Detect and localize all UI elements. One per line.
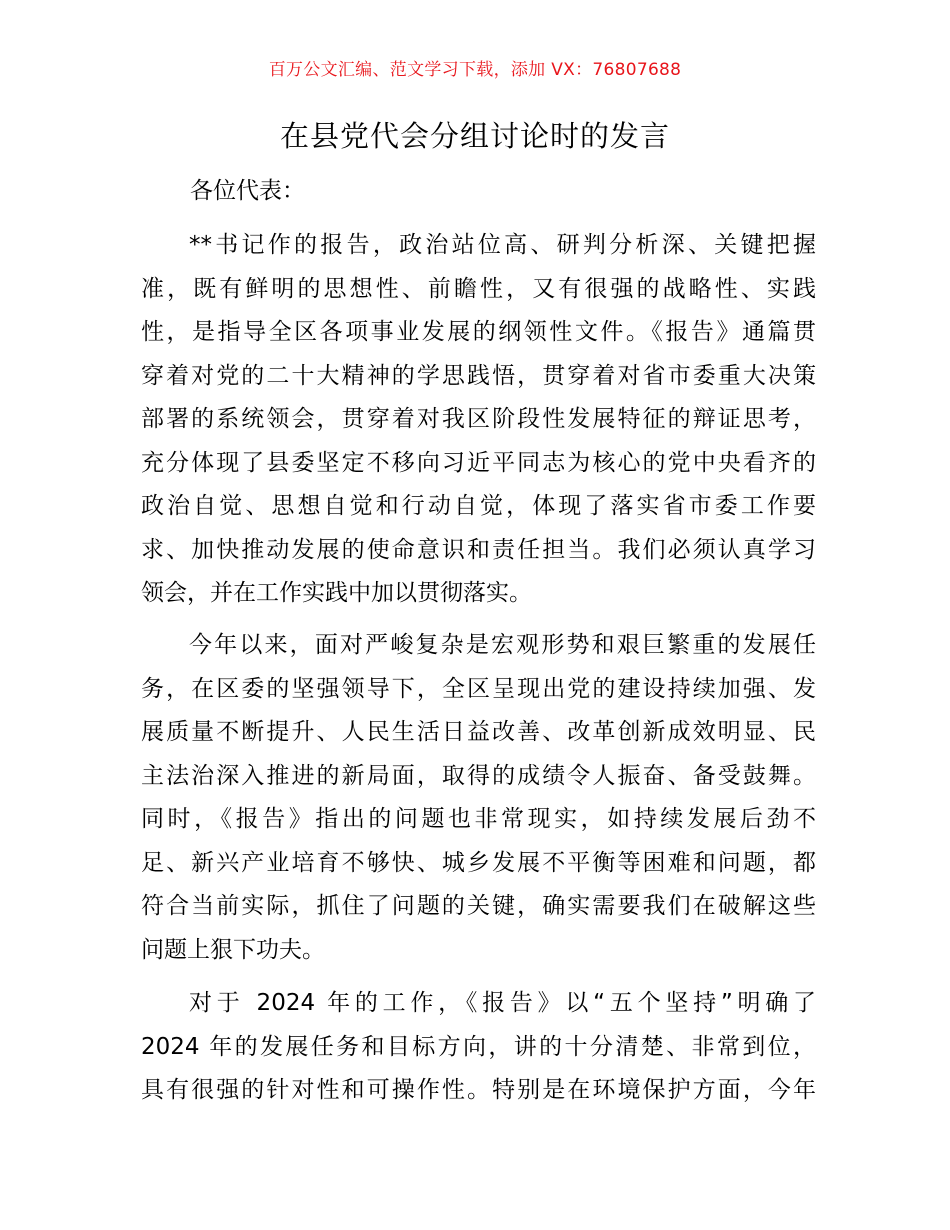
salutation: 各位代表：	[190, 178, 305, 204]
paragraph-line: 2024 年的发展任务和目标方向，讲的十分清楚、非常到位，	[141, 1033, 816, 1060]
paragraph-1	[141, 224, 816, 616]
paragraph-line: 充分体现了县委坚定不移向习近平同志为核心的党中央看齐的	[141, 449, 816, 476]
paragraph-3	[141, 982, 816, 1113]
document-title: 在县党代会分组讨论时的发言	[279, 119, 670, 153]
paragraph-line: 同时，《报告》指出的问题也非常现实，如持续发展后劲不	[141, 806, 816, 832]
paragraph-line: 部署的系统领会，贯穿着对我区阶段性发展特征的辩证思考，	[141, 406, 816, 432]
paragraph-line: 展质量不断提升、人民生活日益改善、改革创新成效明显、民	[141, 719, 816, 745]
paragraph-line: 性，是指导全区各项事业发展的纲领性文件。《报告》通篇贯	[141, 319, 816, 345]
paragraph-line: 政治自觉、思想自觉和行动自觉，体现了落实省市委工作要	[141, 493, 816, 519]
paragraph-line: 足、新兴产业培育不够快、城乡发展不平衡等困难和问题，都	[141, 849, 816, 876]
paragraph-line: 求、加快推动发展的使命意识和责任担当。我们必须认真学习	[141, 536, 816, 563]
paragraph-line: 对于 2024 年的工作，《报告》以“五个坚持”明确了	[189, 990, 816, 1016]
paragraph-line: 领会，并在工作实践中加以贯彻落实。	[141, 580, 532, 606]
header-watermark-note: 百万公文汇编、范文学习下载，添加 VX：76807688	[268, 60, 682, 80]
paragraph-line: **书记作的报告，政治站位高、研判分析深、关键把握	[189, 232, 816, 258]
paragraph-line: 主法治深入推进的新局面，取得的成绩令人振奋、备受鼓舞。	[141, 762, 816, 789]
paragraph-line: 穿着对党的二十大精神的学思践悟，贯穿着对省市委重大决策	[141, 362, 816, 389]
paragraph-line: 今年以来，面对严峻复杂是宏观形势和艰巨繁重的发展任	[189, 632, 816, 658]
paragraph-line: 具有很强的针对性和可操作性。特别是在环境保护方面，今年	[141, 1077, 816, 1103]
paragraph-line: 务，在区委的坚强领导下，全区呈现出党的建设持续加强、发	[141, 675, 816, 702]
paragraph-line: 问题上狠下功夫。	[141, 936, 325, 963]
paragraph-line: 符合当前实际，抓住了问题的关键，确实需要我们在破解这些	[141, 893, 816, 919]
paragraph-2	[141, 624, 816, 972]
paragraph-line: 准，既有鲜明的思想性、前瞻性，又有很强的战略性、实践	[141, 275, 816, 302]
